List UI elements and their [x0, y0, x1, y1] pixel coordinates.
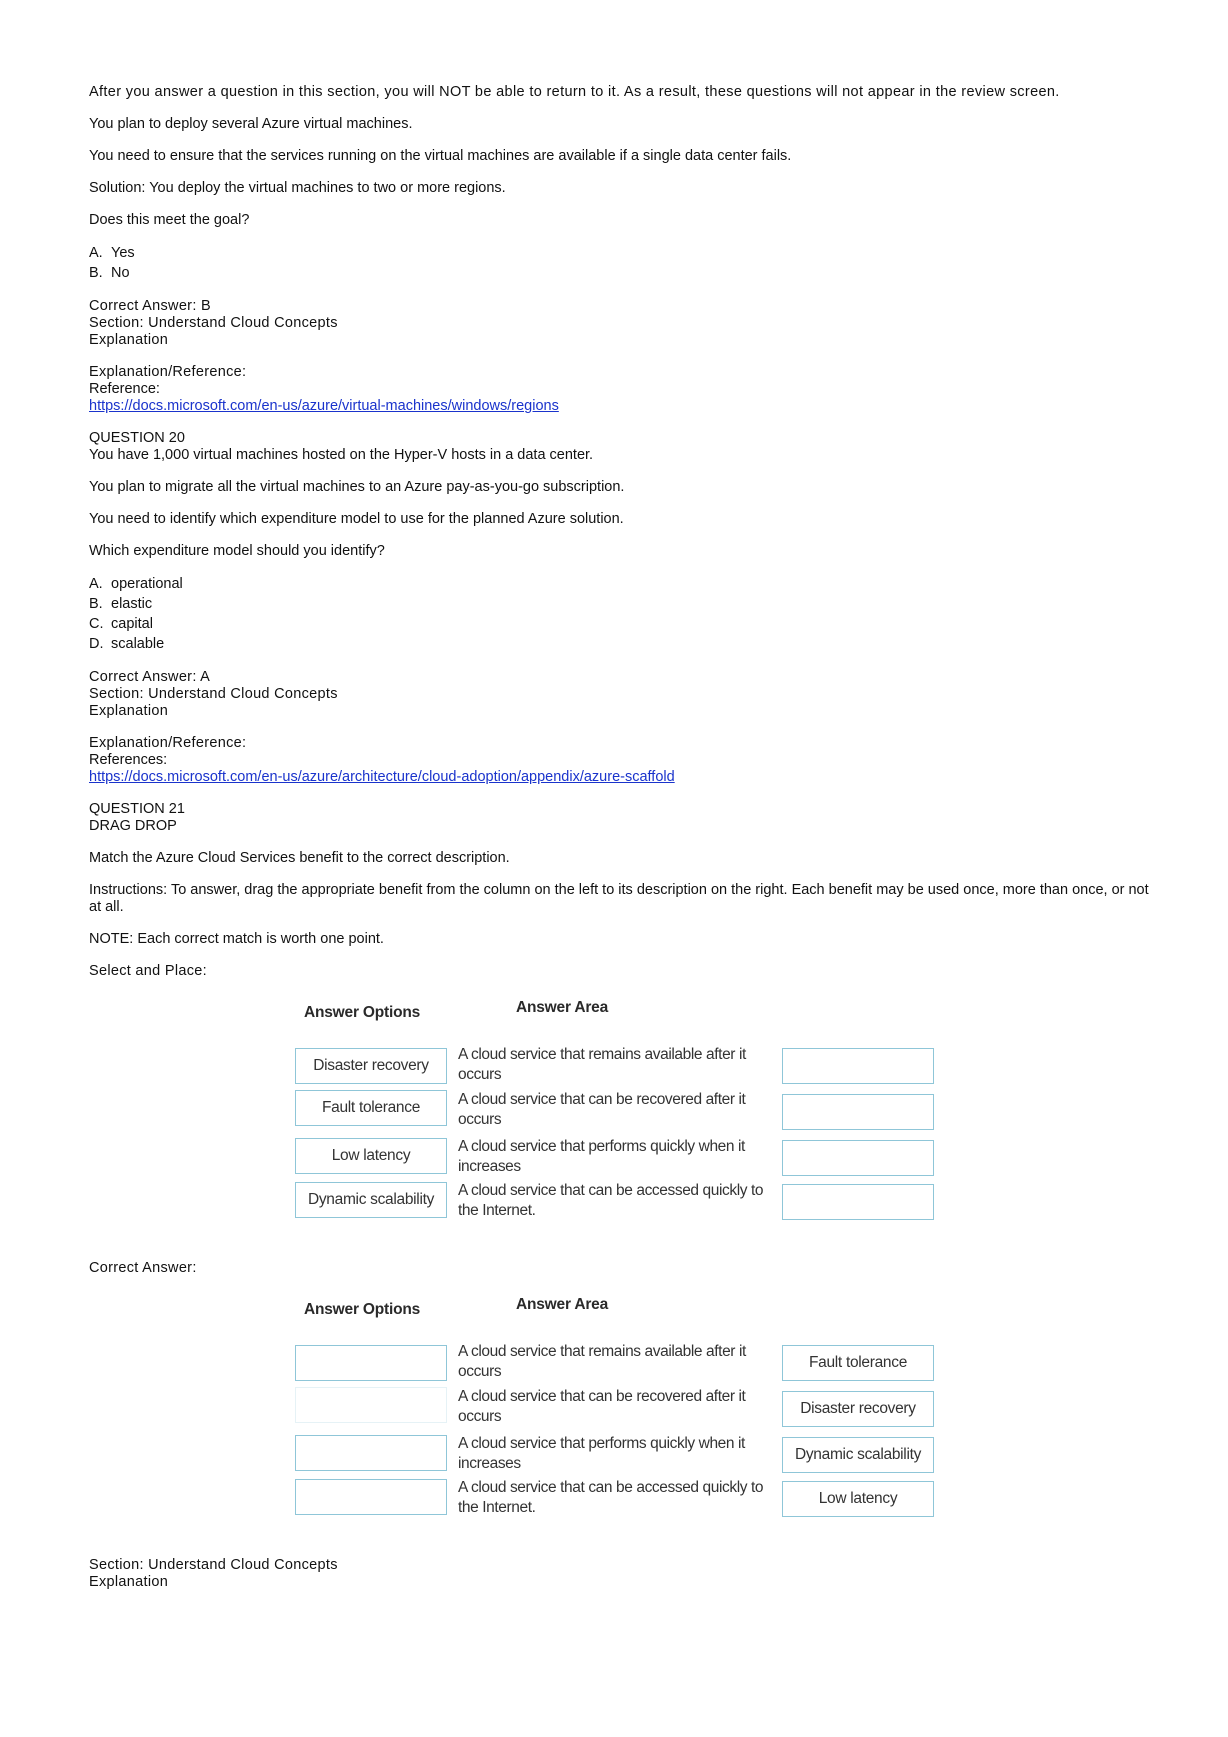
section-label: Section: Understand Cloud Concepts	[89, 315, 338, 331]
q20-option-a: A. operational	[89, 576, 183, 592]
q20-question: Which expenditure model should you identify?	[89, 543, 385, 559]
option-a: A. Yes	[89, 245, 135, 261]
q21-explanation-label: Explanation	[89, 1574, 169, 1590]
option-low-latency[interactable]: Low latency	[295, 1138, 447, 1174]
scenario-plan: You plan to deploy several Azure virtual machines.	[89, 116, 413, 132]
document-page	[89, 84, 1149, 1591]
description-available: A cloud service that remains available after it occurs	[458, 1343, 746, 1380]
q20-options-list	[89, 576, 1149, 653]
question-20-title: QUESTION 20	[89, 430, 185, 446]
correct-answer-label: Correct Answer:	[89, 1260, 197, 1276]
description-accessed: A cloud service that can be accessed quickly to the Internet.	[458, 1182, 764, 1219]
reference-link[interactable]: https://docs.microsoft.com/en-us/azure/virtual-machines/windows/regions	[89, 398, 559, 414]
q20-option-c: C. capital	[89, 616, 153, 632]
empty-option-slot	[295, 1387, 447, 1423]
q21-line1: Match the Azure Cloud Services benefit to the correct description.	[89, 850, 510, 866]
q21-instructions: Instructions: To answer, drag the appropriate benefit from the column on the left to its description on the right. Each benefit may be used once, more than once, or not at all.	[89, 882, 1149, 915]
option-fault-tolerance[interactable]: Fault tolerance	[295, 1090, 447, 1126]
goal-question: Does this meet the goal?	[89, 212, 250, 228]
q20-option-b: B. elastic	[89, 596, 153, 612]
q20-line1: You have 1,000 virtual machines hosted on the Hyper-V hosts in a data center.	[89, 447, 594, 463]
answer-area-header: Answer Area	[516, 999, 608, 1016]
explanation-label: Explanation	[89, 332, 169, 348]
q20-reference-link[interactable]: https://docs.microsoft.com/en-us/azure/architecture/cloud-adoption/appendix/azure-scaffold	[89, 769, 675, 785]
answer-options-header: Answer Options	[304, 1301, 421, 1318]
answer-fault-tolerance: Fault tolerance	[782, 1345, 934, 1381]
q20-option-d: D. scalable	[89, 636, 165, 652]
scenario-solution: Solution: You deploy the virtual machines to two or more regions.	[89, 180, 506, 196]
q20-section-label: Section: Understand Cloud Concepts	[89, 686, 338, 702]
option-dynamic-scalability[interactable]: Dynamic scalability	[295, 1182, 447, 1218]
q20-line2: You plan to migrate all the virtual machines to an Azure pay-as-you-go subscription.	[89, 479, 625, 495]
answer-options-header: Answer Options	[304, 1004, 421, 1021]
section-notice: After you answer a question in this section, you will NOT be able to return to it. As a result, these questions will not appear in the review screen.	[89, 84, 1060, 100]
answer-dynamic-scalability: Dynamic scalability	[782, 1437, 934, 1473]
correct-answer-figure	[295, 1287, 945, 1547]
reference-label: Reference:	[89, 381, 160, 397]
description-recovered: A cloud service that can be recovered after it occurs	[458, 1388, 746, 1425]
correct-answer: Correct Answer: B	[89, 298, 211, 314]
option-disaster-recovery[interactable]: Disaster recovery	[295, 1048, 447, 1084]
description-recovered: A cloud service that can be recovered after it occurs	[458, 1091, 746, 1128]
q20-explanation-reference-label: Explanation/Reference:	[89, 735, 247, 751]
q20-reference-label: References:	[89, 752, 168, 768]
drop-target-4[interactable]	[782, 1184, 934, 1220]
drop-target-3[interactable]	[782, 1140, 934, 1176]
description-available: A cloud service that remains available after it occurs	[458, 1046, 746, 1083]
empty-option-slot	[295, 1345, 447, 1381]
answer-low-latency: Low latency	[782, 1481, 934, 1517]
answer-disaster-recovery: Disaster recovery	[782, 1391, 934, 1427]
q21-section-label: Section: Understand Cloud Concepts	[89, 1557, 338, 1573]
description-performs: A cloud service that performs quickly when it increases	[458, 1435, 745, 1472]
q20-correct-answer: Correct Answer: A	[89, 669, 211, 685]
description-accessed: A cloud service that can be accessed quickly to the Internet.	[458, 1479, 764, 1516]
drop-target-2[interactable]	[782, 1094, 934, 1130]
option-b: B. No	[89, 265, 130, 281]
description-performs: A cloud service that performs quickly when it increases	[458, 1138, 745, 1175]
empty-option-slot	[295, 1479, 447, 1515]
scenario-need: You need to ensure that the services running on the virtual machines are available if a single data center fails.	[89, 148, 792, 164]
explanation-reference-label: Explanation/Reference:	[89, 364, 247, 380]
q20-line3: You need to identify which expenditure model to use for the planned Azure solution.	[89, 511, 624, 527]
q21-note: NOTE: Each correct match is worth one point.	[89, 931, 384, 947]
q20-explanation-label: Explanation	[89, 703, 169, 719]
drop-target-1[interactable]	[782, 1048, 934, 1084]
answer-options-list	[89, 245, 1149, 282]
q21-type: DRAG DROP	[89, 818, 177, 834]
empty-option-slot	[295, 1435, 447, 1471]
answer-area-header: Answer Area	[516, 1296, 608, 1313]
question-21-title: QUESTION 21	[89, 801, 185, 817]
select-and-place-label: Select and Place:	[89, 963, 207, 979]
select-and-place-figure	[295, 990, 945, 1250]
